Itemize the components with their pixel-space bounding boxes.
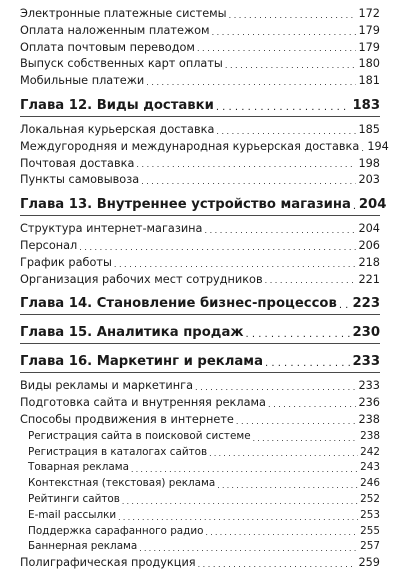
toc-subentry [20, 429, 380, 445]
dot-leader [118, 511, 358, 524]
toc-entry-page: 218 [358, 255, 380, 269]
toc-subentry-page: 238 [360, 429, 380, 442]
dot-leader [339, 298, 351, 314]
toc-entry [20, 221, 380, 238]
toc-subentry-title: Поддержка сарафанного радио [28, 524, 204, 537]
toc-entry-page: 221 [358, 272, 380, 286]
dot-leader [131, 463, 358, 476]
toc-subentry [20, 492, 380, 508]
toc-entry [20, 122, 380, 139]
chapter-title: Глава 15. Аналитика продаж [20, 325, 244, 341]
toc-entry-page: 180 [358, 57, 380, 71]
dot-leader [212, 26, 357, 40]
toc-entry-title: Подготовка сайта и внутренняя реклама [20, 396, 266, 410]
toc-subentry-title: Контекстная (текстовая) реклама [28, 477, 216, 490]
dot-leader [136, 158, 356, 172]
chapter-page: 204 [358, 197, 387, 213]
toc-entry [20, 238, 380, 255]
toc-subentry-title: Рейтинги сайтов [28, 492, 120, 505]
toc-entry-page: 238 [358, 412, 380, 426]
chapter-heading [20, 195, 387, 216]
toc-subentry-title: Регистрация сайта в поисковой системе [28, 429, 251, 442]
toc-entry-page: 206 [358, 238, 380, 252]
toc-entry-title: Оплата почтовым переводом [20, 40, 195, 54]
toc-entry [20, 139, 389, 156]
toc-entry [20, 412, 380, 429]
toc-entry-title: Полиграфическая продукция [20, 556, 196, 570]
toc-entry-title: Виды рекламы и маркетинга [20, 379, 194, 393]
toc-entry [20, 555, 380, 572]
dot-leader [245, 327, 350, 343]
chapter-heading [20, 352, 380, 373]
dot-leader [204, 224, 356, 238]
toc-entry-title: Персонал [20, 238, 78, 252]
toc-entry-page: 259 [358, 556, 380, 570]
chapter-page: 233 [352, 354, 380, 370]
dot-leader [141, 175, 356, 189]
toc-entry [20, 378, 380, 395]
toc-subentry-title: Регистрация в каталогах сайтов [28, 445, 208, 458]
dot-leader [217, 479, 358, 492]
toc-entry-title: График работы [20, 255, 112, 269]
toc-subentry-page: 257 [360, 540, 380, 553]
toc-subentry [20, 476, 380, 492]
toc-entry [20, 40, 380, 57]
toc-entry [20, 6, 380, 23]
toc-entry-page: 204 [358, 222, 380, 236]
toc-entry [20, 73, 380, 90]
dot-leader [216, 125, 356, 139]
dot-leader [122, 495, 358, 508]
toc-subentry-page: 243 [360, 461, 380, 474]
dot-leader [353, 199, 357, 215]
chapter-page: 223 [352, 296, 380, 312]
toc-entry-title: Электронные платежные системы [20, 7, 227, 20]
toc-entry-page: 203 [358, 173, 380, 187]
toc-subentry-title: Товарная реклама [28, 461, 129, 474]
dot-leader [229, 9, 357, 23]
toc-entry [20, 272, 380, 289]
dot-leader [253, 432, 359, 445]
dot-leader [205, 526, 358, 539]
dot-leader [268, 398, 356, 412]
toc-entry-page: 233 [358, 379, 380, 393]
toc-entry-title: Оплата наложенным платежом [20, 23, 210, 37]
toc-subentry [20, 445, 380, 461]
dot-leader [114, 258, 357, 272]
chapter-title: Глава 13. Внутреннее устройство магазина [20, 197, 351, 213]
toc-subentry [20, 539, 380, 555]
chapter-page: 230 [352, 325, 380, 341]
toc-entry-title: Способы продвижения в интернете [20, 412, 234, 426]
toc-entry-title: Выпуск собственных карт оплаты [20, 57, 223, 71]
toc-entry-page: 179 [358, 23, 380, 37]
dot-leader [361, 142, 365, 156]
chapter-heading [20, 323, 380, 344]
toc-entry [20, 56, 380, 73]
toc-subentry-page: 246 [360, 477, 380, 490]
toc-subentry [20, 524, 380, 540]
toc-subentry-page: 253 [360, 508, 380, 521]
dot-leader [195, 381, 356, 395]
toc-entry [20, 172, 380, 189]
toc-entry-title: Локальная курьерская доставка [20, 122, 215, 136]
toc-entry-title: Пункты самовывоза [20, 173, 140, 187]
toc-entry-page: 181 [358, 74, 380, 88]
toc-entry-title: Организация рабочих мест сотрудников [20, 272, 263, 286]
toc-entry [20, 156, 380, 173]
toc-subentry-title: Баннерная реклама [28, 540, 138, 553]
dot-leader [265, 356, 350, 372]
toc-entry-page: 179 [358, 40, 380, 54]
toc-subentry [20, 508, 380, 524]
dot-leader [209, 447, 358, 460]
toc-entry [20, 255, 380, 272]
chapter-page: 183 [352, 97, 380, 113]
toc-entry [20, 23, 380, 40]
dot-leader [198, 558, 357, 572]
dot-leader [225, 59, 357, 73]
toc-entry-title: Структура интернет-магазина [20, 222, 203, 236]
dot-leader [265, 274, 357, 288]
chapter-heading [20, 294, 380, 315]
toc-subentry-page: 242 [360, 445, 380, 458]
toc-entry-page: 236 [358, 396, 380, 410]
chapter-title: Глава 14. Становление бизнес-процессов [20, 296, 337, 312]
toc-entry-page: 172 [358, 7, 380, 20]
chapter-heading [20, 96, 380, 117]
toc-entry [20, 395, 380, 412]
toc-entry-title: Междугородняя и международная курьерская доставка [20, 139, 360, 153]
dot-leader [216, 100, 351, 116]
dot-leader [146, 76, 356, 90]
toc-entry-page: 185 [358, 122, 380, 136]
dot-leader [79, 241, 356, 255]
dot-leader [236, 415, 357, 429]
toc-entry-page: 198 [358, 156, 380, 170]
toc-entry-title: Мобильные платежи [20, 74, 145, 88]
dot-leader [197, 42, 356, 56]
toc-subentry-page: 255 [360, 524, 380, 537]
toc-entry-page: 194 [367, 139, 389, 153]
chapter-title: Глава 16. Маркетинг и реклама [20, 354, 263, 370]
toc-subentry [20, 460, 380, 476]
toc-entry-title: Почтовая доставка [20, 156, 135, 170]
toc-subentry-title: E-mail рассылки [28, 508, 117, 521]
toc-subentry-page: 252 [360, 492, 380, 505]
chapter-title: Глава 12. Виды доставки [20, 97, 214, 113]
